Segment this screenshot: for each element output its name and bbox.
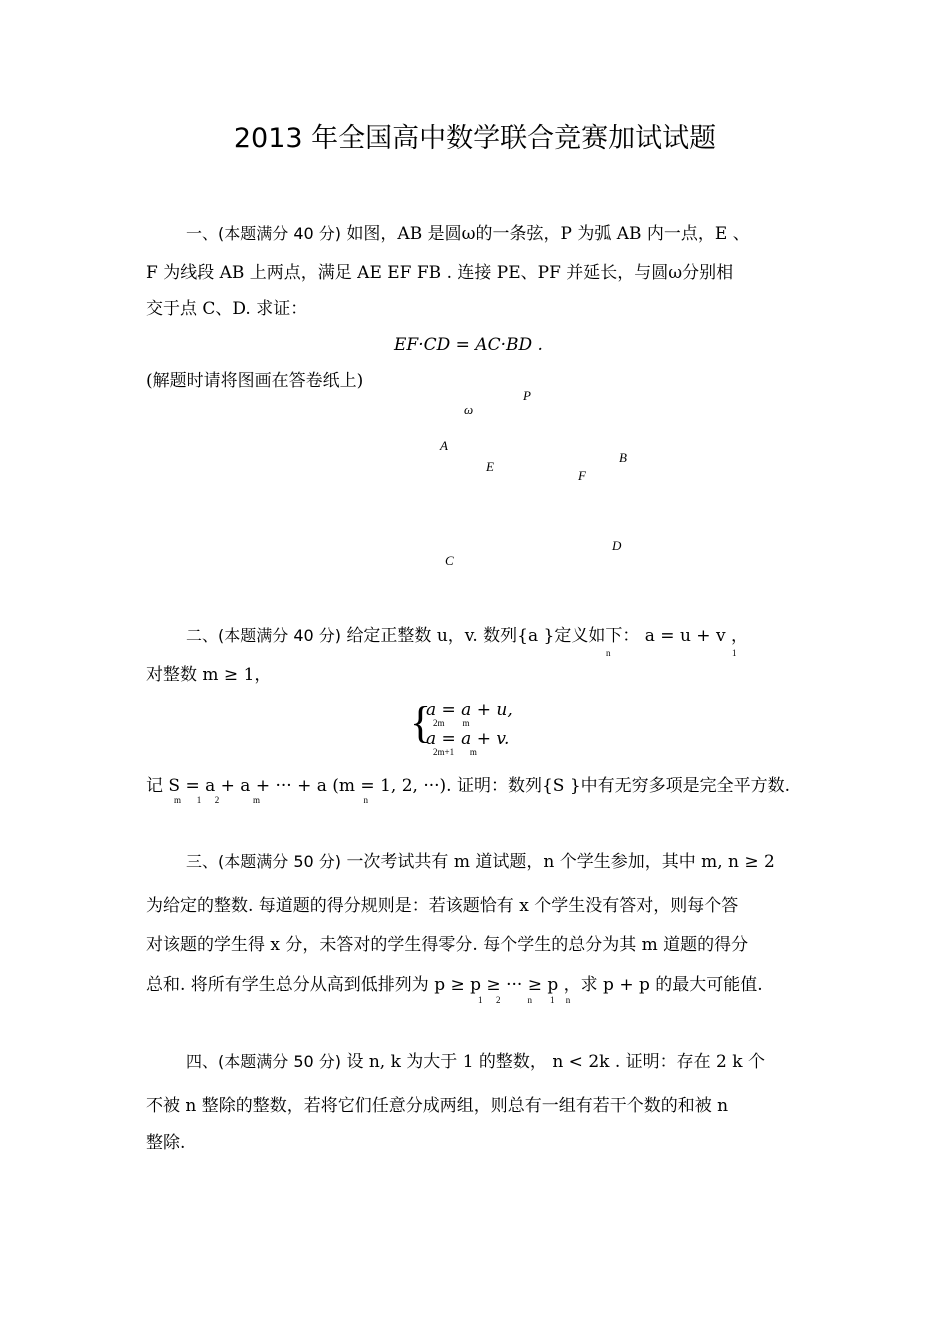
problem-2-line-2: 对整数 m ≥ 1， bbox=[146, 665, 272, 685]
problem-3-line-4: 总和. 将所有学生总分从高到低排列为 p ≥ p ≥ ··· ≥ p ，求 p + p 的最大可能值. bbox=[146, 975, 763, 995]
system-brace: { bbox=[410, 698, 432, 747]
problem-4-heading: 四、(本题满分 50 分) bbox=[186, 1052, 342, 1071]
system-equation-1: a = a + u, bbox=[426, 700, 513, 720]
problem-2-sub-n: n bbox=[606, 648, 611, 658]
problem-3-line-2: 为给定的整数. 每道题的得分规则是：若该题恰有 x 个学生没有答对，则每个答 bbox=[146, 896, 739, 916]
problem-1-note: (解题时请将图画在答卷纸上) bbox=[146, 371, 364, 391]
problem-1-text-1: 如图，AB 是圆ω的一条弦，P 为弧 AB 内一点，E 、 bbox=[346, 224, 750, 244]
problem-4-line-2: 不被 n 整除的整数，若将它们任意分成两组，则总有一组有若干个数的和被 n bbox=[146, 1096, 729, 1116]
problem-2-line-3: 记 S = a + a + ··· + a (m = 1, 2, ···). 证明：数列{S }中有无穷多项是完全平方数. bbox=[146, 776, 791, 796]
figure-label-f: F bbox=[578, 468, 586, 483]
problem-2-sub-1: 1 bbox=[732, 648, 737, 658]
problem-1-line-2: F 为线段 AB 上两点，满足 AE EF FB . 连接 PE、PF 并延长，与圆ω分别相 bbox=[146, 263, 734, 283]
problem-2-line-1 bbox=[186, 626, 748, 646]
problem-4-text-1: 设 n, k 为大于 1 的整数， n < 2k . 证明：存在 2 k 个 bbox=[346, 1052, 765, 1072]
figure-label-b: B bbox=[619, 450, 627, 465]
problem-3-line-3: 对该题的学生得 x 分，未答对的学生得零分. 每个学生的总分为其 m 道题的得分 bbox=[146, 935, 749, 955]
system-equation-2: a = a + v. bbox=[426, 729, 510, 749]
figure-label-omega: ω bbox=[464, 402, 474, 417]
system-equation-2-subs: 2m+1 m bbox=[433, 747, 477, 757]
problem-3-text-1: 一次考试共有 m 道试题，n 个学生参加，其中 m, n ≥ 2 bbox=[346, 852, 775, 872]
problem-2-text-1: 给定正整数 u，v. 数列{a }定义如下： a = u + v ， bbox=[346, 626, 748, 646]
problem-1-heading: 一、(本题满分 40 分) bbox=[186, 224, 342, 243]
problem-3-line-1 bbox=[186, 852, 775, 872]
figure-label-e: E bbox=[486, 459, 494, 474]
problem-1-formula: EF·CD = AC·BD . bbox=[394, 335, 543, 355]
problem-2-heading: 二、(本题满分 40 分) bbox=[186, 626, 342, 645]
problem-2-line-3-subs: m 1 2 m n bbox=[174, 795, 369, 805]
problem-3-line-4-subs: 1 2 n 1 n bbox=[478, 995, 571, 1005]
figure-label-p: P bbox=[523, 388, 531, 403]
system-equation-1-subs: 2m m bbox=[433, 718, 470, 728]
problem-4-line-1 bbox=[186, 1052, 765, 1072]
page-title: 2013 年全国高中数学联合竞赛加试试题 bbox=[233, 123, 717, 154]
problem-1-line-3: 交于点 C、D. 求证： bbox=[146, 299, 308, 319]
problem-1-line-1 bbox=[186, 224, 750, 244]
problem-3-heading: 三、(本题满分 50 分) bbox=[186, 852, 342, 871]
figure-label-a: A bbox=[440, 438, 448, 453]
figure-label-d: D bbox=[612, 538, 622, 553]
figure-label-c: C bbox=[445, 553, 454, 568]
problem-4-line-3: 整除. bbox=[146, 1133, 186, 1153]
